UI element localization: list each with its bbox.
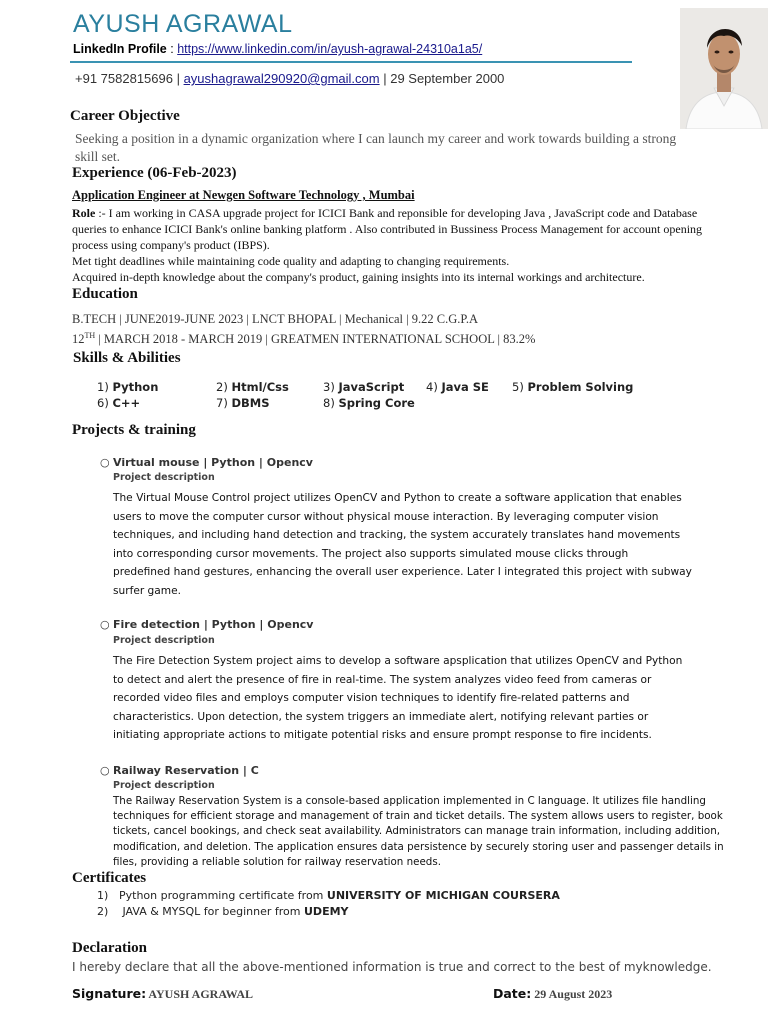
date-row [493,986,612,1002]
skill-item: 6) C++ [97,396,141,410]
project-line: recorded video files and employs computer vision techniques to identify fire-related patterns and [113,692,630,704]
project-description [113,652,682,745]
skill-item: 4) Java SE [426,380,489,394]
education-heading: Education [72,286,138,302]
education-grade-sup: TH [84,331,96,340]
experience-line: :- I am working in CASA upgrade project for ICICI Bank and reponsible for developing Java , JavaScript code and Database [95,206,698,220]
date-value: 29 August 2023 [531,987,613,1001]
linkedin-row [73,42,482,56]
project-line: predefined hand gestures, enhancing the overall user experience. Later I integrated this project with subway [113,566,692,578]
certificate-item: 2) JAVA & MYSQL for beginner from UDEMY [97,905,349,918]
skill-item: 8) Spring Core [323,396,415,410]
signature-value: AYUSH AGRAWAL [146,987,254,1001]
project-line: techniques, and including hand detection and tracking, the system accurately translates hand movements [113,529,681,541]
signature-row [72,986,253,1002]
project-line: The Virtual Mouse Control project utilizes OpenCV and Python to create a software application that enables [113,492,682,504]
project-line: techniques for efficient storage and management of train and ticket details. The system allows users to register, book [113,810,723,823]
linkedin-sep: : [166,42,178,56]
declaration-text: I hereby declare that all the above-mentioned information is true and correct to the best of myknowledge. [72,960,712,974]
project-line: to detect and alert the presence of fire in real-time. The system analyzes video feed from cameras or [113,673,652,686]
profile-photo-image [680,8,768,129]
circle-bullet-icon: ○ [100,764,110,777]
skill-item: 2) Html/Css [216,380,289,394]
experience-line: Met tight deadlines while maintaining code quality and adapting to changing requirements. [72,254,510,268]
skill-item: 7) DBMS [216,396,270,410]
project-line: files, providing a reliable solution for railway reservation needs. [113,855,441,868]
experience-details [72,205,762,285]
project-line: The Railway Reservation System is a console-based application implemented in C language. It utilizes file handling [113,795,706,807]
date-label: Date: [493,986,532,1001]
project-line: users to move the computer cursor without physical mouse interaction. By leveraging computer vision [113,510,659,523]
experience-line: process using company's product (IBPS). [72,238,270,252]
circle-bullet-icon: ○ [100,618,110,631]
contact-row [75,71,504,86]
email-link[interactable]: ayushagrawal290920@gmail.com [183,71,380,86]
circle-bullet-icon: ○ [100,456,110,469]
project-line: modification, and deletion. The application ensures data persistence by securely storing user and passenger details in [113,840,724,853]
experience-role-title: Application Engineer at Newgen Software Technology , Mumbai [72,188,415,202]
dob-text: | 29 September 2000 [379,71,505,86]
project-subtitle: Project description [113,635,215,646]
project-line: The Fire Detection System project aims to develop a software apsplication that utilizes OpenCV and Python [113,655,683,667]
project-description [113,794,724,870]
project-line: into corresponding cursor movements. The project also supports simulated mouse clicks through [113,547,629,560]
certificates-heading: Certificates [72,870,147,886]
experience-heading: Experience (06-Feb-2023) [72,165,237,181]
declaration-heading: Declaration [72,940,147,956]
project-title: Fire detection | Python | Opencv [113,618,314,631]
experience-line: queries to enhance ICICI Bank's online banking platform . Also contributed in Bussiness Process Management for account opening [72,222,703,236]
education-grade: 12 [72,332,85,347]
education-line-2-text: | MARCH 2018 - MARCH 2019 | GREATMEN INTERNATIONAL SCHOOL | 83.2% [95,332,536,347]
project-line: tickets, cancel bookings, and check seat availability. Administrators can manage train information, including addition, [113,825,720,838]
phone-text: +91 7582815696 | [75,71,184,86]
projects-heading: Projects & training [72,422,196,438]
project-subtitle: Project description [113,472,215,483]
education-line-2 [72,328,535,347]
career-objective-heading: Career Objective [70,108,180,124]
project-line: initiating appropriate actions to mitigate potential risks and ensure prompt response to fire incidents. [113,729,652,741]
signature-label: Signature: [72,986,147,1001]
project-description [113,489,692,600]
certificate-item: 1) Python programming certificate from UNIVERSITY OF MICHIGAN COURSERA [97,889,560,902]
skills-heading: Skills & Abilities [73,350,181,366]
role-label: Role [72,206,96,220]
linkedin-link[interactable]: https://www.linkedin.com/in/ayush-agrawal-24310a1a5/ [177,42,483,56]
education-line-1: B.TECH | JUNE2019-JUNE 2023 | LNCT BHOPAL | Mechanical | 9.22 C.G.P.A [72,312,479,326]
skill-item: 5) Problem Solving [512,380,634,394]
skill-item: 1) Python [97,380,159,394]
project-subtitle: Project description [113,780,215,791]
project-title: Virtual mouse | Python | Opencv [113,456,313,469]
candidate-name: AYUSH AGRAWAL [73,10,293,38]
profile-photo [680,8,768,129]
project-line: surfer game. [113,584,181,597]
career-line: Seeking a position in a dynamic organization where I can launch my career and work towards building a strong [75,131,677,146]
header-divider [70,61,632,63]
linkedin-label: LinkedIn Profile [73,42,167,56]
career-line: skill set. [75,149,121,164]
experience-line: Acquired in-depth knowledge about the company's product, gaining insights into its internal workings and architecture. [72,270,645,284]
skill-item: 3) JavaScript [323,380,405,394]
career-objective-text [75,130,676,166]
project-title: Railway Reservation | C [113,764,259,777]
project-line: characteristics. Upon detection, the system triggers an immediate alert, notifying relevant parties or [113,710,649,723]
